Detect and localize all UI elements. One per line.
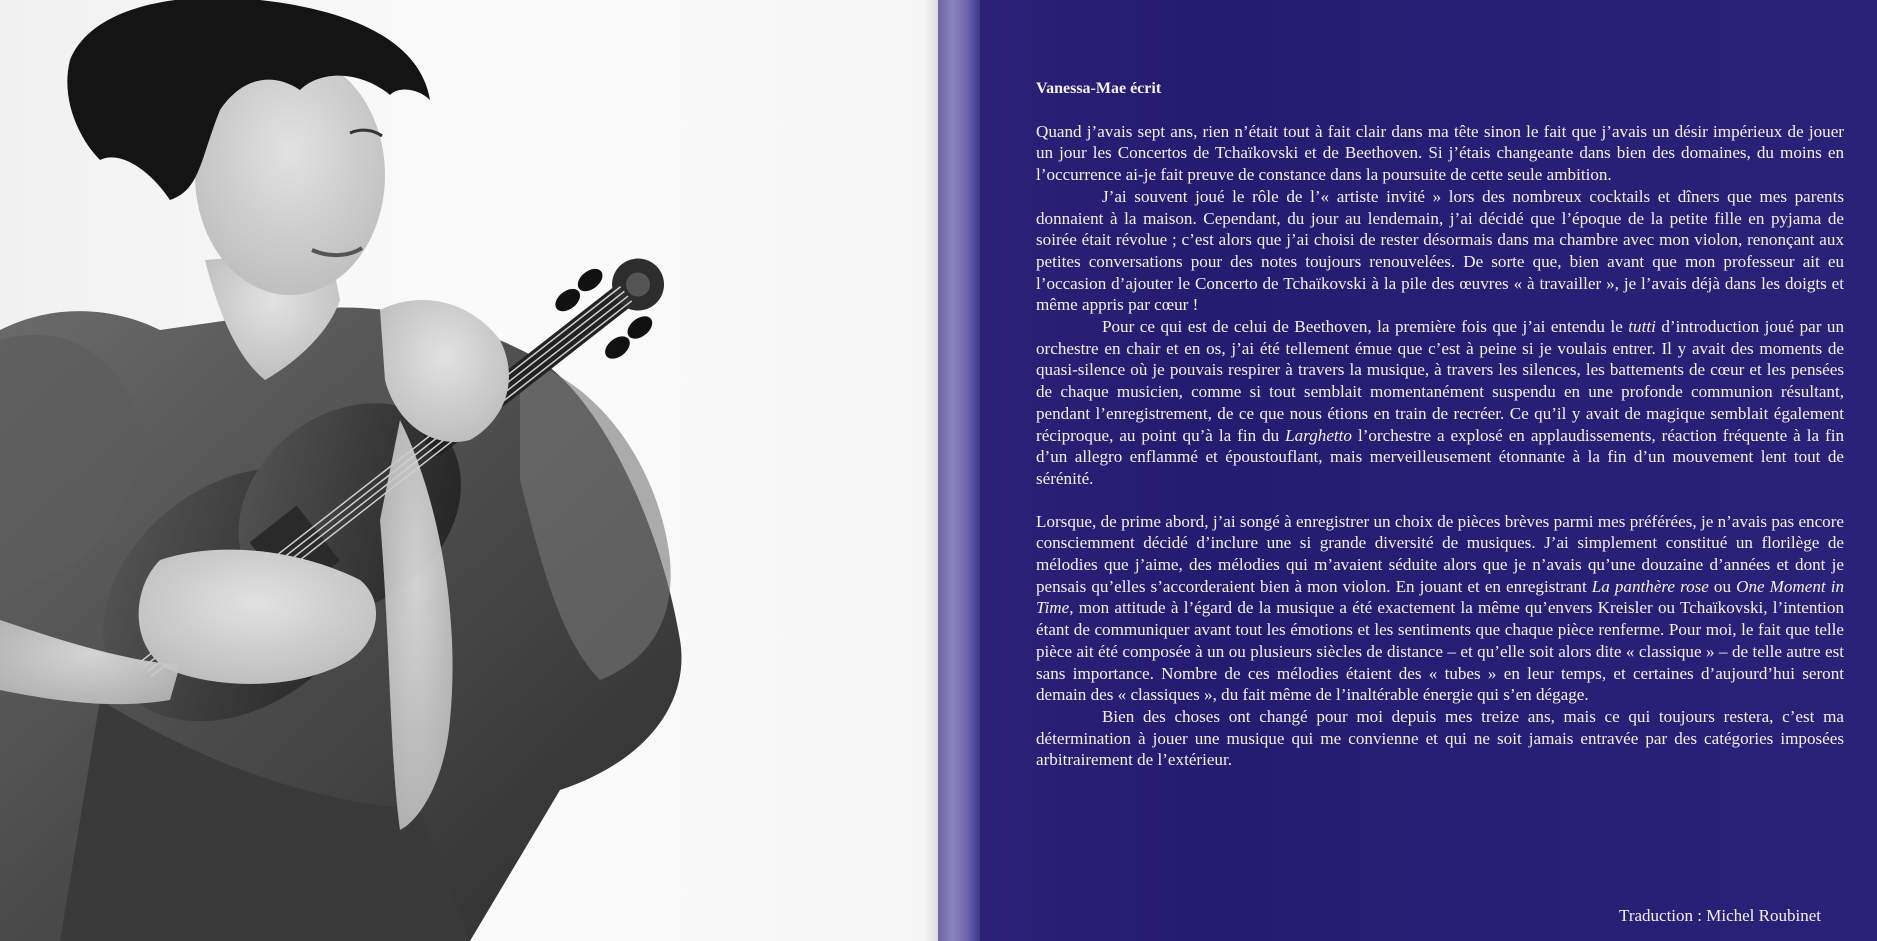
- paragraph-3-part-b: d’introduction joué par un orchestre en chair et en os, j’ai été tellement émue que c’est à peine si je voulais entrer. Il y avait des moments de quasi-silence où je pouvais respirer à travers la musique, à travers les silences, les battements de cœur et les pensées de chaque musicien, comme si tout semblait momentanément suspendu en une profonde communion résultant, pendant l’enregistrement, de ce que nous étions en train de recréer. Ce qu’il y avait de magique semblait également réciproque, au point qu’à la fin du: [1036, 317, 1844, 445]
- paragraph-1: Quand j’avais sept ans, rien n’était tout à fait clair dans ma tête sinon le fait que j’avais un désir impérieux de jouer un jour les Concertos de Tchaïkovski et de Beethoven. Si j’étais changeante dans bien des domaines, du moins en l’occurrence ai-je fait preuve de constance dans la poursuite de cette seule ambition.: [1036, 121, 1844, 185]
- paragraph-3-part-a: Pour ce qui est de celui de Beethoven, la première fois que j’ai entendu le: [1102, 317, 1629, 337]
- paragraph-4-part-c: , mon attitude à l’égard de la musique a été exactement la même qu’envers Kreisler ou Tchaïkovski, l’intention étant de communiquer avant tout les émotions et les sentiments que chaque pièce renferme. Pour moi, le fait que telle pièce ait été composée à un ou plusieurs siècles de distance – et qu’elle soit alors dite « classique » – de telle autre est sans importance. Nombre de ces mélodies étaient des « tubes » en leur temps, et certaines d’aujourd’hui seront demain des « classiques », du fait même de l’inaltérable énergie qui s’en dégage.: [1036, 598, 1844, 705]
- pink-panther-title: La panthère rose: [1591, 576, 1709, 596]
- paragraph-5: Bien des choses ont changé pour moi depuis mes treize ans, mais ce qui toujours restera, c’est ma détermination à jouer une musique qui me convienne et qui ne soit jamais entravée par des catégories imposées arbitrairement de l’extérieur.: [1036, 706, 1844, 770]
- one-moment-title: One Moment in Time: [1036, 576, 1844, 618]
- article-body: [1036, 78, 1844, 771]
- translation-credit: Traduction : Michel Roubinet: [1619, 906, 1821, 925]
- paragraph-2: J’ai souvent joué le rôle de l’« artiste invité » lors des nombreux cocktails et dîners que mes parents donnaient à la maison. Cependant, du jour au lendemain, j’ai décidé que l’époque de la petite fille en pyjama de soirée était révolue ; c’est alors que j’ai choisi de rester désormais dans ma chambre avec mon violon, renonçant aux petites conversations pour des notes toujours renouvelées. De sorte que, bien avant que mon professeur ait eu l’occasion d’ajouter le Concerto de Tchaïkovski à la pile des œuvres « à travailler », je l’avais déjà dans les doigts et même appris par cœur !: [1036, 186, 1844, 315]
- paragraph-4-part-a: Lorsque, de prime abord, j’ai songé à enregistrer un choix de pièces brèves parmi mes préférées, je n’avais pas encore consciemment décidé d’inclure une si grande diversité de musiques. J’ai simplement constitué un florilège de mélodies que j’aime, des mélodies qui m’avaient séduite alors que je n’avais qu’une douzaine d’années et dont je pensais qu’elles s’accorderaient bien à mon violon. En jouant et en enregistrant: [1036, 511, 1844, 596]
- text-page: [980, 0, 1877, 941]
- larghetto-term: Larghetto: [1285, 425, 1352, 445]
- paragraph-4: [1036, 511, 1844, 706]
- booklet-spine: [938, 0, 980, 941]
- left-gutter-shadow: [924, 0, 938, 941]
- violinist-photo: [0, 0, 938, 941]
- paragraph-3-part-c: l’orchestre a explosé en applaudissements, réaction fréquente à la fin d’un allegro enflammé et époustouflant, mais merveilleusement étonnante à la fin d’un mouvement lent tout de sérénité.: [1036, 425, 1844, 488]
- paragraph-3: [1036, 316, 1844, 490]
- photo-page: [0, 0, 938, 941]
- article-heading: Vanessa-Mae écrit: [1036, 80, 1162, 97]
- tutti-term: tutti: [1628, 317, 1656, 337]
- paragraph-4-part-b: ou: [1708, 576, 1737, 596]
